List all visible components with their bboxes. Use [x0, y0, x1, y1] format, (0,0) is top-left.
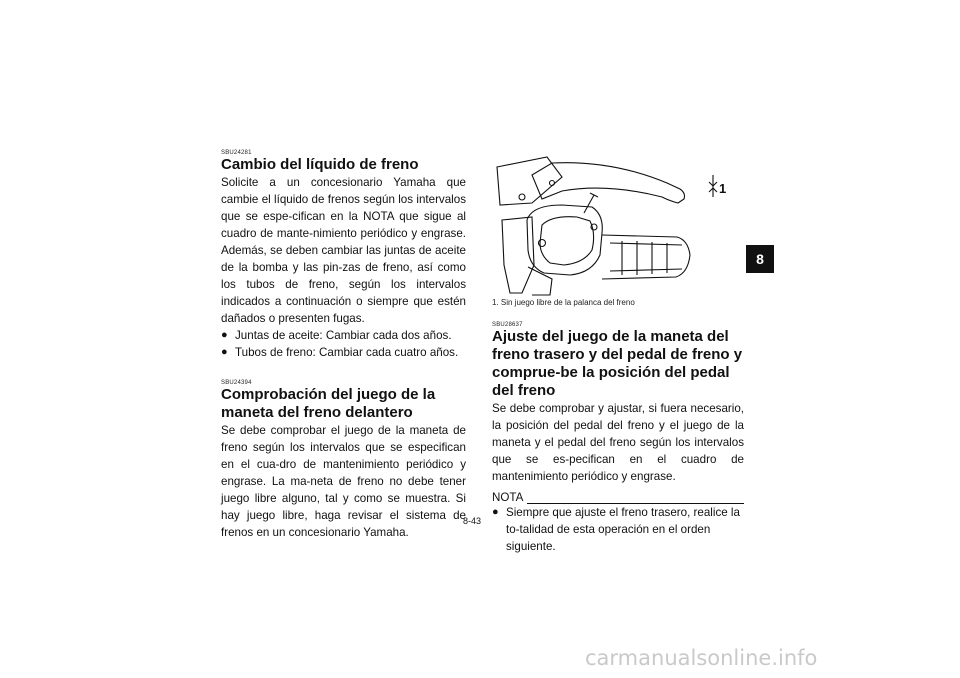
section-body-rear-brake: Se debe comprobar y ajustar, si fuera necesario, la posición del pedal del freno y el juego de la maneta y el pedal del freno según los intervalos que se es-pecifican en el cuadro de mantenimiento periódico y engrase. [492, 402, 744, 483]
list-item-text: Juntas de aceite: Cambiar cada dos años. [235, 329, 452, 342]
note-rule [527, 497, 744, 504]
list-item [221, 327, 466, 344]
note-header [492, 491, 744, 504]
bullet-icon: ● [221, 346, 228, 358]
note-label: NOTA [492, 491, 524, 504]
section-body-front-brake-lever: Se debe comprobar el juego de la maneta de freno según los intervalos que se especifican en el cua-dro de mantenimiento periódico y engrase. La ma-neta de freno no debe tener juego libre alguno, tal y como se muestra. Si hay juego libre, haga revisar el sistema de frenos en un concesionario Yamaha. [221, 424, 466, 539]
section-title-rear-brake: Ajuste del juego de la maneta del freno trasero y del pedal de freno y comprue-be la posición del pedal del freno [492, 328, 743, 399]
section-code: SBU24394 [221, 380, 252, 386]
bullet-icon: ● [492, 506, 499, 518]
bullet-icon: ● [221, 329, 228, 341]
page-number: 8-43 [463, 516, 482, 526]
section-title-front-brake-lever: Comprobación del juego de la maneta del freno delantero [221, 386, 436, 421]
section-body-brake-fluid: Solicite a un concesionario Yamaha que cambie el líquido de frenos según los intervalos que se espe-cifican en la NOTA que sigue al cuadro de mante-nimiento periódico y engrase. Además, se deben cambiar las juntas de aceite de la bomba y las pin-zas de freno, así como los tubos de freno, según los intervalos indicados a continuación o siempre que estén dañados o presenten fugas. [221, 176, 466, 325]
callout-label: 1 [719, 181, 727, 196]
list-item-text: Siempre que ajuste el freno trasero, realice la to-talidad de esta operación en el orden siguiente. [506, 506, 740, 553]
section-title-brake-fluid: Cambio del líquido de freno [221, 156, 419, 173]
figure-caption: 1. Sin juego libre de la palanca del freno [492, 298, 635, 307]
brake-lever-illustration [492, 155, 744, 300]
right-column [492, 322, 744, 555]
section-code: SBU24281 [221, 150, 252, 156]
brake-lever-drawing [492, 155, 744, 300]
left-column [221, 150, 466, 541]
list-item-text: Tubos de freno: Cambiar cada cuatro años. [235, 346, 459, 359]
list-item [492, 504, 744, 555]
list-item [221, 344, 466, 361]
chapter-tab: 8 [746, 245, 774, 273]
watermark: carmanualsonline.info [585, 646, 818, 670]
section-code: SBU28637 [492, 322, 523, 328]
